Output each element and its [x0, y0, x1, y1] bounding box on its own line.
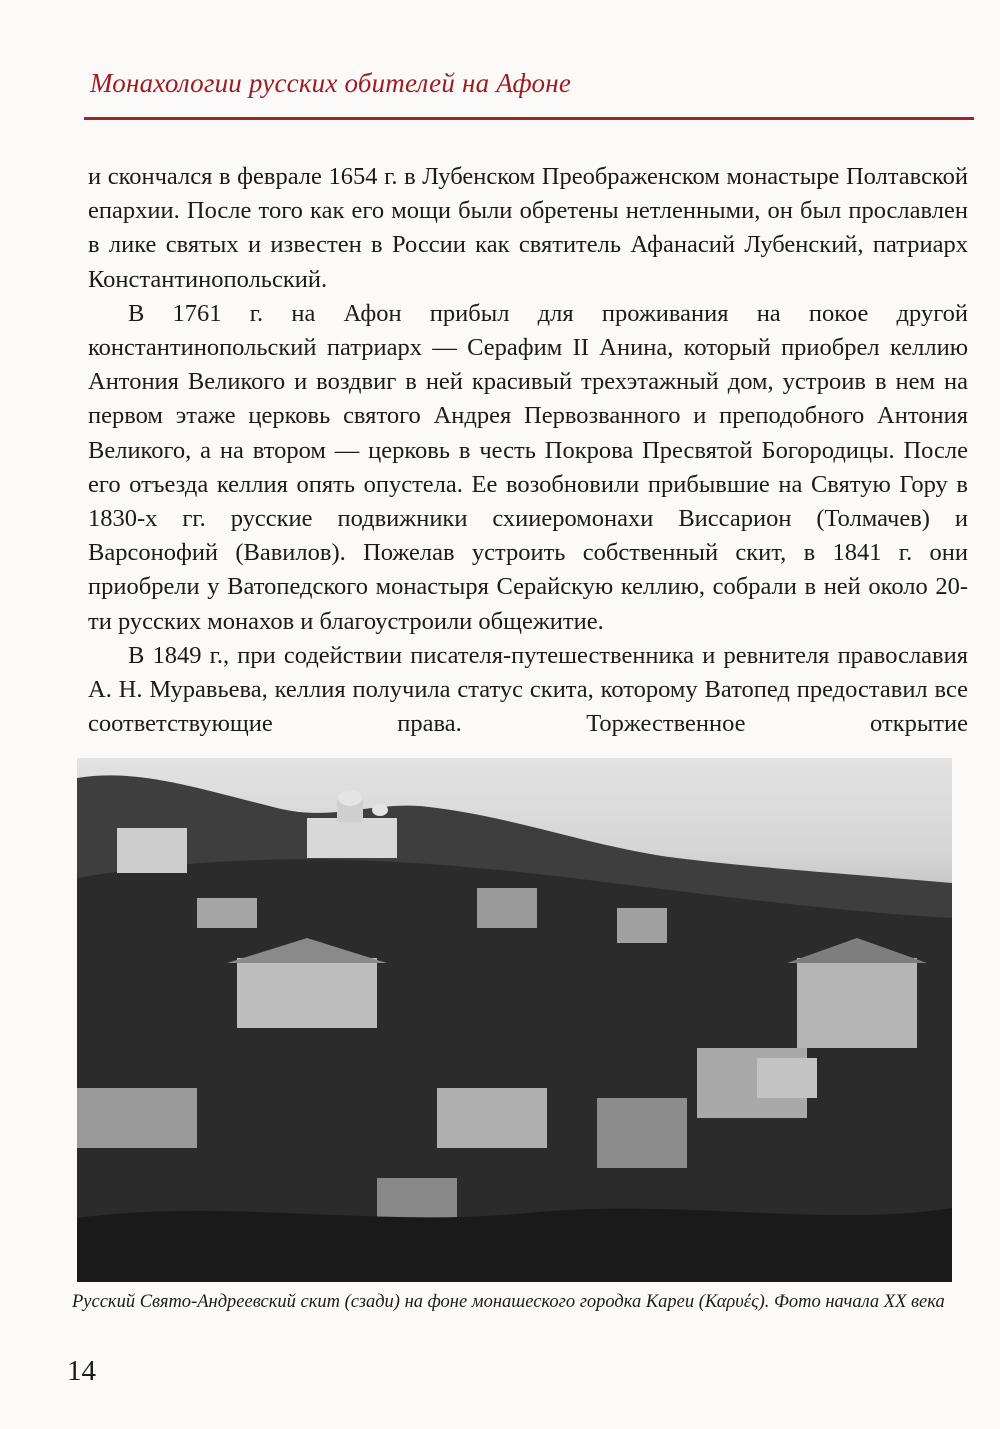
monastery-photo	[77, 758, 952, 1282]
header-rule	[84, 117, 974, 120]
paragraph-1: и скончался в феврале 1654 г. в Лубенском Преображенском монастыре Полтавской епархии. После того как его мощи были обретены нетленными, он был прославлен в лике святых и известен в России как святитель Афанасий Лубенский, патриарх Константинопольский.	[88, 163, 968, 293]
photo-caption: Русский Свято-Андреевский скит (сзади) на фоне монашеского городка Кареи (Καρυές). Фото начала XX века	[72, 1292, 945, 1312]
paragraph-2: В 1761 г. на Афон прибыл для проживания на покое другой константинопольский патриарх — Серафим II Анина, который приобрел келлию Антония Великого и воздвиг в ней красивый трехэтажный дом, устроив в нем на первом этаже церковь святого Андрея Первозванного и преподобного Антония Великого, а на втором — церковь в честь Покрова Пресвятой Богородицы. После его отъезда келлия опять опустела. Ее возобновили прибывшие на Святую Гору в 1830-х гг. русские подвижники схииеромонахи Виссарион (Толмачев) и Варсонофий (Вавилов). Пожелав устроить собственный скит, в 1841 г. они приобрели у Ватопедского монастыря Серайскую келлию, собрали в ней около 20-ти русских монахов и благоустроили общежитие.	[88, 299, 968, 635]
running-title: Монахологии русских обителей на Афоне	[90, 68, 572, 98]
page-number: 14	[67, 1355, 96, 1387]
body-text	[88, 160, 968, 741]
paragraph-3: В 1849 г., при содействии писателя-путешественника и ревнителя православия А. Н. Муравьева, келлия получила статус скита, которому Ватопед предоставил все соответствующие права. Торжественное открытие	[88, 641, 968, 738]
